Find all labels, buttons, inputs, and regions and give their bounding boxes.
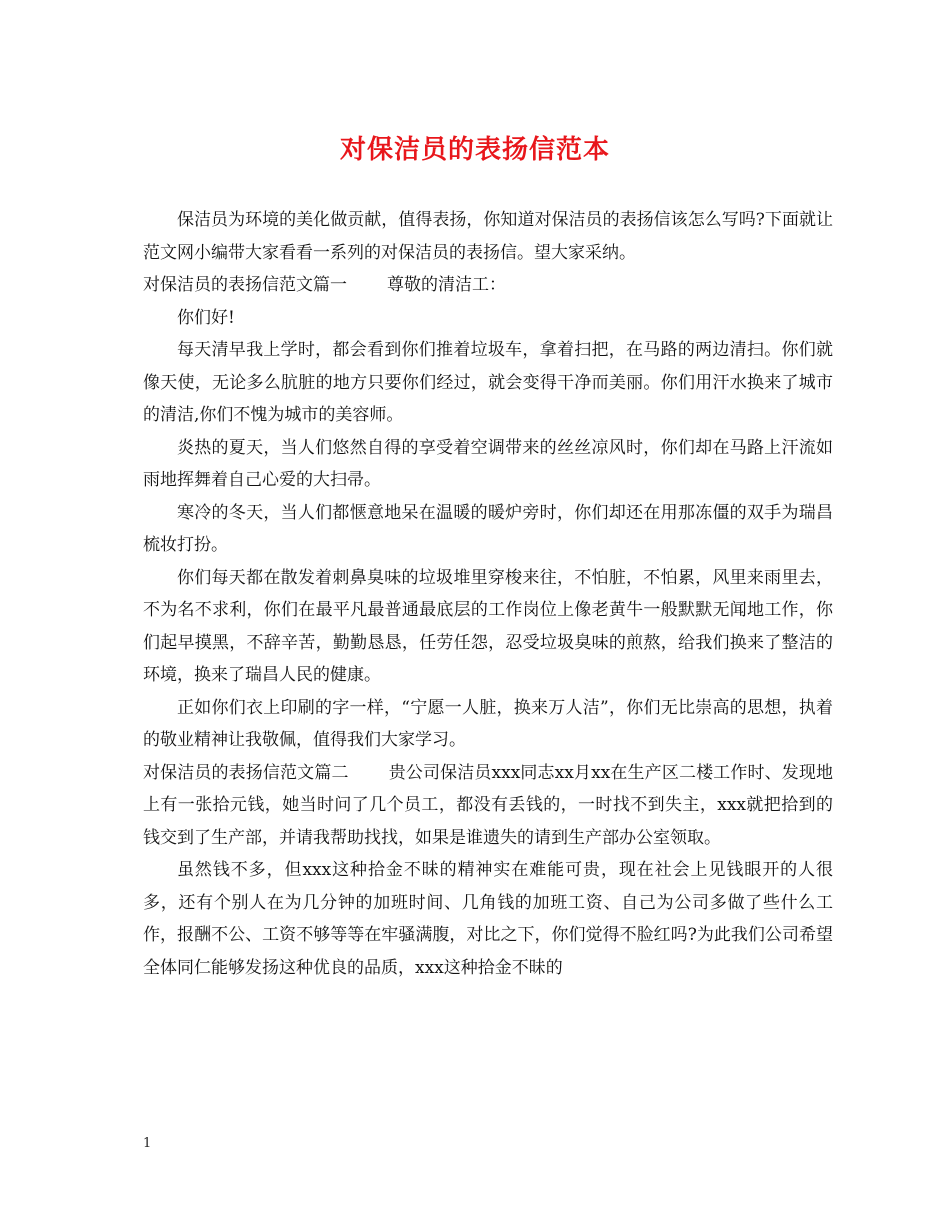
section-1-salutation: 尊敬的清洁工： (387, 275, 506, 295)
section-2-paragraph: 虽然钱不多，但xxx这种拾金不昧的精神实在难能可贵，现在社会上见钱眼开的人很多，还有个别人在为几分钟的加班时间、几角钱的加班工资、自己为公司多做了些什么工作，报酬不公、工资不够等等在牢骚满腹，对比之下，你们觉得不脸红吗?为此我们公司希望全体同仁能够发扬这种优良的品质，xxx这种拾金不昧的 (143, 860, 833, 978)
document-body (143, 204, 833, 984)
section-1-paragraph: 正如你们衣上印刷的字一样，“宁愿一人脏，换来万人洁”，你们无比崇高的思想，执着的敬业精神让我敬佩，值得我们大家学习。 (143, 697, 833, 750)
section-2-lead: 贵公司保洁员xxx同志xx月xx在生产区二楼工作时、发现地上有一张拾元钱，她当时问了几个员工，都没有丢钱的，一时找不到失主，xxx就把拾到的钱交到了生产部，并请我帮助找找，如果是谁遗失的请到生产部办公室领取。 (143, 762, 833, 848)
intro-paragraph: 保洁员为环境的美化做贡献，值得表扬，你知道对保洁员的表扬信该怎么写吗?下面就让范文网小编带大家看看一系列的对保洁员的表扬信。望大家采纳。 (143, 210, 833, 263)
section-1-paragraph: 你们每天都在散发着刺鼻臭味的垃圾堆里穿梭来往，不怕脏，不怕累，风里来雨里去，不为名不求利，你们在最平凡最普通最底层的工作岗位上像老黄牛一般默默无闻地工作，你们起早摸黑，不辞辛苦，勤勤恳恳，任劳任怨，忍受垃圾臭味的煎熬，给我们换来了整洁的环境，换来了瑞昌人民的健康。 (143, 567, 833, 685)
section-1-paragraph: 每天清早我上学时，都会看到你们推着垃圾车，拿着扫把，在马路的两边清扫。你们就像天使，无论多么肮脏的地方只要你们经过，就会变得干净而美丽。你们用汗水换来了城市的清洁,你们不愧为城市的美容师。 (143, 340, 833, 425)
section-1-paragraph: 炎热的夏天，当人们悠然自得的享受着空调带来的丝丝凉风时，你们却在马路上汗流如雨地挥舞着自己心爱的大扫帚。 (143, 437, 833, 490)
section-1-greeting: 你们好! (177, 307, 235, 328)
section-1-heading-line (143, 269, 833, 302)
section-2-heading-line (143, 757, 833, 855)
page-number: 1 (143, 1136, 152, 1151)
document-title: 对保洁员的表扬信范本 (339, 135, 610, 165)
section-1-heading: 对保洁员的表扬信范文篇一 (143, 275, 347, 295)
section-1-paragraph: 寒冷的冬天，当人们都惬意地呆在温暖的暖炉旁时，你们却还在用那冻僵的双手为瑞昌梳妆打扮。 (143, 502, 833, 555)
section-2-heading: 对保洁员的表扬信范文篇二 (143, 762, 349, 783)
